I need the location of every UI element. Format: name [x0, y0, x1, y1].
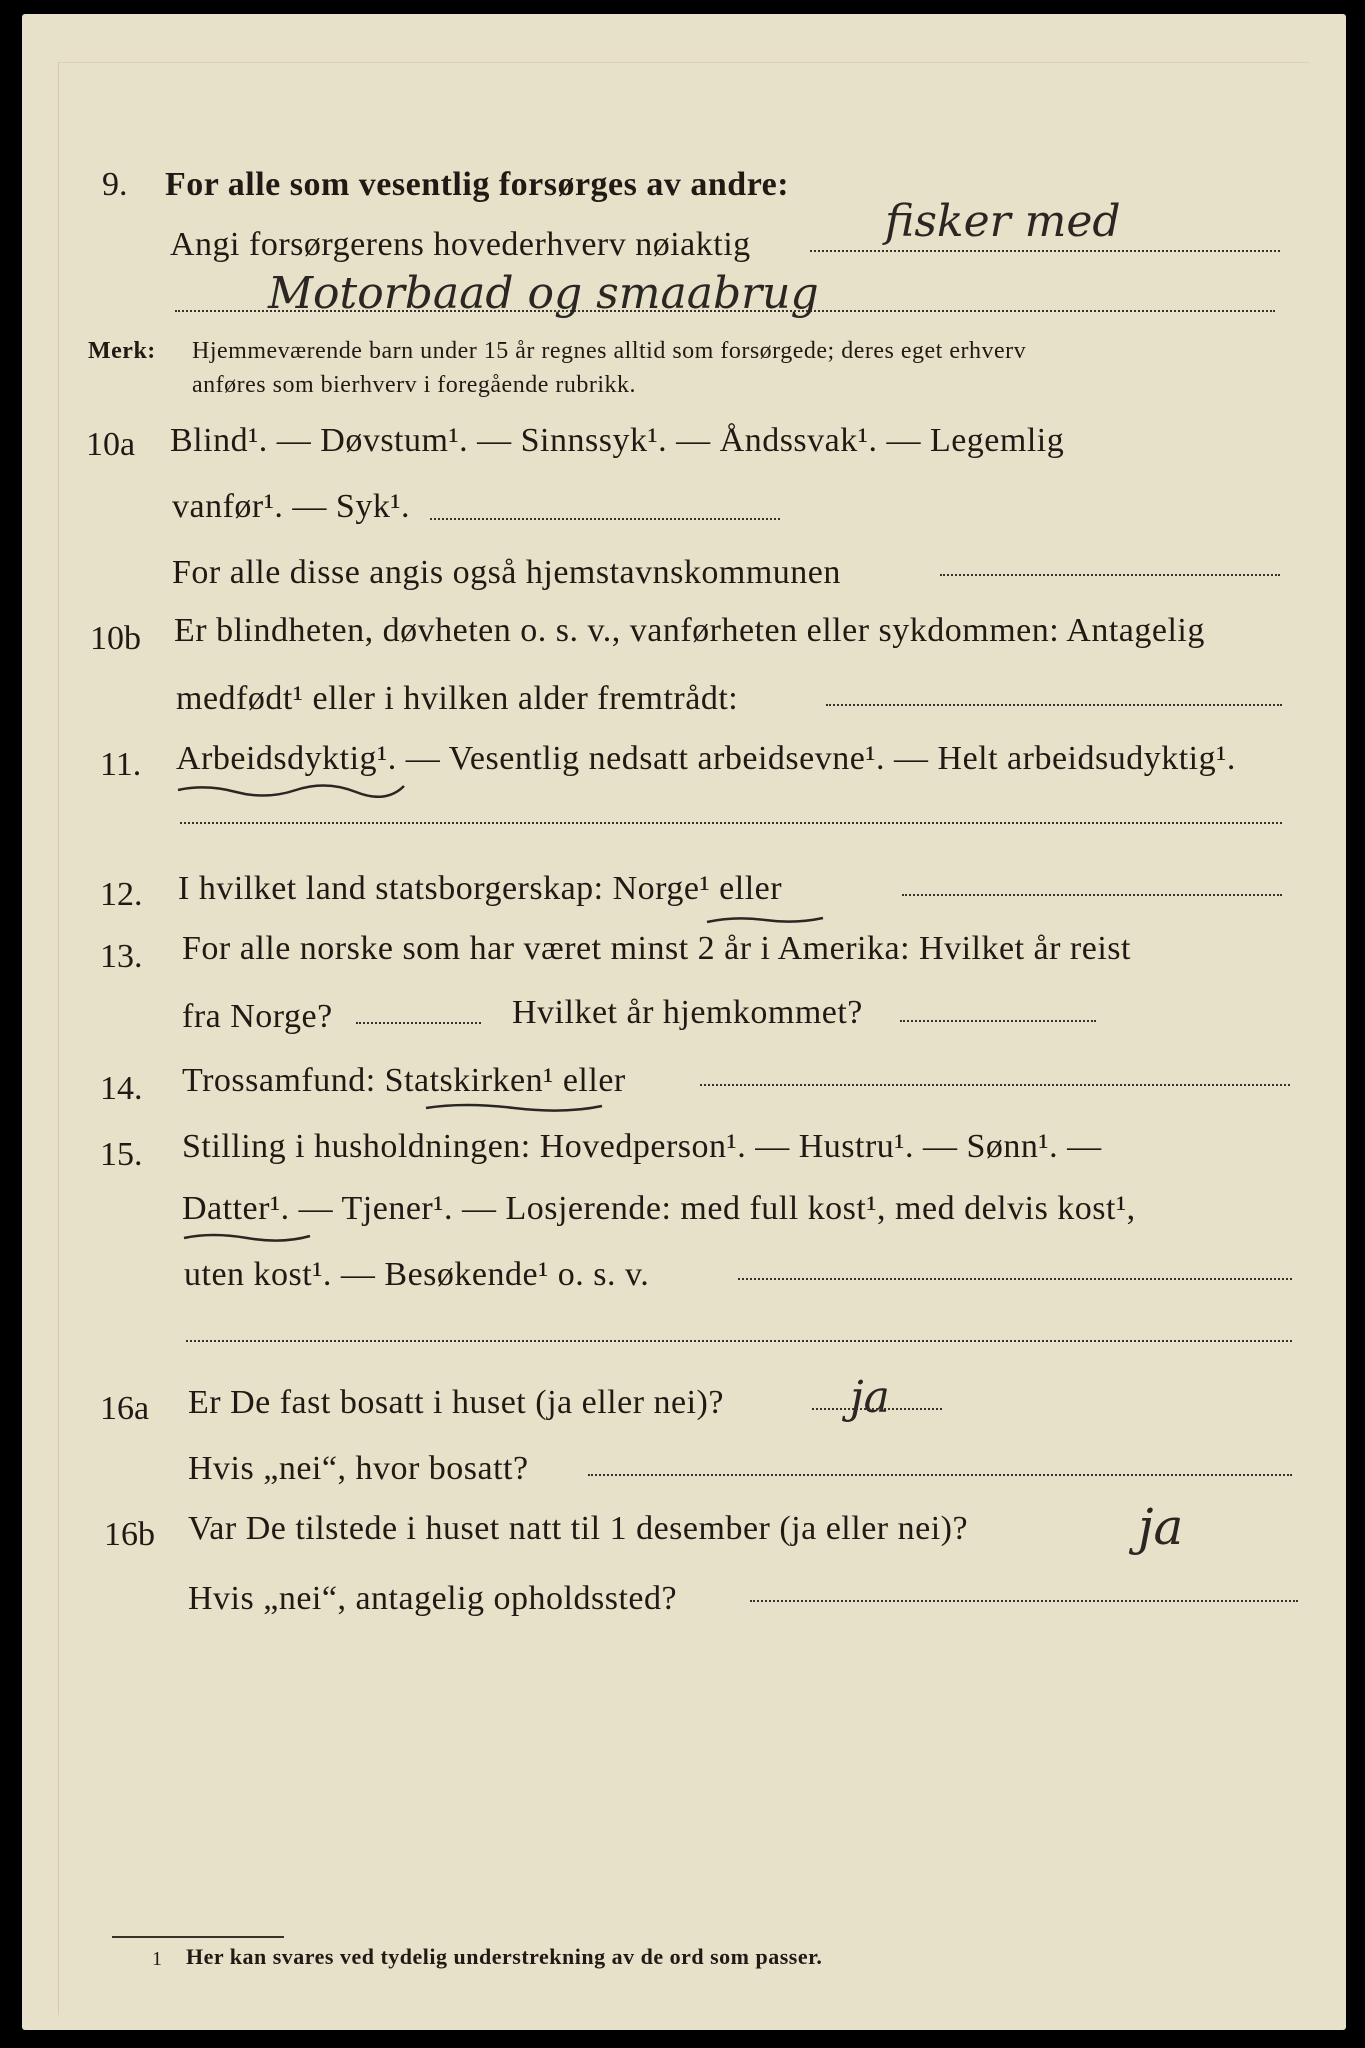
q13-line2	[900, 1020, 1096, 1022]
q16b-answer-handwritten: ja	[1138, 1498, 1184, 1556]
q16a-answer-handwritten: ja	[850, 1372, 890, 1423]
q16b-number: 16b	[104, 1516, 155, 1553]
q11-text1: Arbeidsdyktig¹. — Vesentlig nedsatt arbeidsevne¹. — Helt arbeidsudyktig¹.	[176, 740, 1236, 777]
q10a-text3: For alle disse angis også hjemstavnskommunen	[172, 554, 841, 591]
q9-answer-handwritten-2: Motorbaad og smaabrug	[268, 268, 819, 319]
q11-line	[180, 822, 1282, 824]
q12-text1: I hvilket land statsborgerskap: Norge¹ eller	[178, 870, 783, 907]
q9-text1: For alle som vesentlig forsørges av andre:	[165, 166, 790, 203]
q16b-line	[750, 1600, 1298, 1602]
q15-line1	[738, 1278, 1292, 1280]
merk-text1: Hjemmeværende barn under 15 år regnes alltid som forsørgede; deres eget erhverv	[192, 338, 1027, 364]
footnote-rule	[112, 1936, 284, 1938]
q16a-line2	[588, 1474, 1292, 1476]
q10b-number: 10b	[90, 620, 141, 657]
q9-answer-handwritten-1: fisker med	[885, 196, 1121, 247]
q10b-line	[826, 704, 1282, 706]
q16a-answer-line	[812, 1408, 942, 1410]
q15-text2: Datter¹. — Tjener¹. — Losjerende: med full kost¹, med delvis kost¹,	[182, 1190, 1136, 1227]
q14-underline-mark	[424, 1100, 604, 1116]
q12-line	[902, 894, 1282, 896]
q13-line1	[356, 1022, 481, 1024]
q15-underline-mark	[182, 1230, 312, 1246]
q16a-number: 16a	[100, 1390, 150, 1427]
q12-underline-mark	[705, 912, 825, 928]
q11-underline-mark	[176, 782, 406, 798]
q16b-text1: Var De tilstede i huset natt til 1 desember (ja eller nei)?	[188, 1510, 969, 1547]
q13-number: 13.	[100, 938, 143, 975]
q10a-text2: vanfør¹. — Syk¹.	[172, 488, 411, 525]
q10a-number: 10a	[86, 426, 136, 463]
q16a-text1: Er De fast bosatt i huset (ja eller nei)?	[188, 1384, 724, 1421]
q10a-line1	[430, 518, 780, 520]
q9-text2: Angi forsørgerens hovederhverv nøiaktig	[170, 226, 751, 263]
q10a-line2	[940, 574, 1280, 576]
q16a-text2: Hvis „nei“, hvor bosatt?	[188, 1450, 529, 1487]
q16b-text2: Hvis „nei“, antagelig opholdssted?	[188, 1580, 678, 1617]
q14-text1: Trossamfund: Statskirken¹ eller	[182, 1062, 626, 1099]
merk-label: Merk:	[88, 338, 156, 364]
q9-number: 9.	[102, 166, 128, 203]
q14-number: 14.	[100, 1070, 143, 1107]
q9-answer-line1	[810, 250, 1280, 252]
q11-number: 11.	[100, 746, 142, 783]
footnote-text: Her kan svares ved tydelig understrekning av de ord som passer.	[186, 1944, 823, 1969]
q12-number: 12.	[100, 876, 143, 913]
q10b-text2: medfødt¹ eller i hvilken alder fremtrådt:	[176, 680, 739, 717]
footnote-mark: 1	[152, 1948, 163, 1970]
q13-text1: For alle norske som har været minst 2 år i Amerika: Hvilket år reist	[182, 930, 1131, 967]
q15-text1: Stilling i husholdningen: Hovedperson¹. — Hustru¹. — Sønn¹. —	[182, 1128, 1102, 1165]
q15-number: 15.	[100, 1136, 143, 1173]
q14-line	[700, 1084, 1290, 1086]
q10a-text1: Blind¹. — Døvstum¹. — Sinnssyk¹. — Åndssvak¹. — Legemlig	[170, 422, 1065, 459]
q10b-text1: Er blindheten, døvheten o. s. v., vanførheten eller sykdommen: Antagelig	[174, 612, 1205, 649]
q13-text2a: fra Norge?	[182, 998, 333, 1035]
q13-text2b: Hvilket år hjemkommet?	[512, 994, 863, 1031]
merk-text2: anføres som bierhverv i foregående rubrikk.	[192, 372, 637, 398]
q15-text3: uten kost¹. — Besøkende¹ o. s. v.	[184, 1256, 650, 1293]
q15-line2	[186, 1340, 1292, 1342]
